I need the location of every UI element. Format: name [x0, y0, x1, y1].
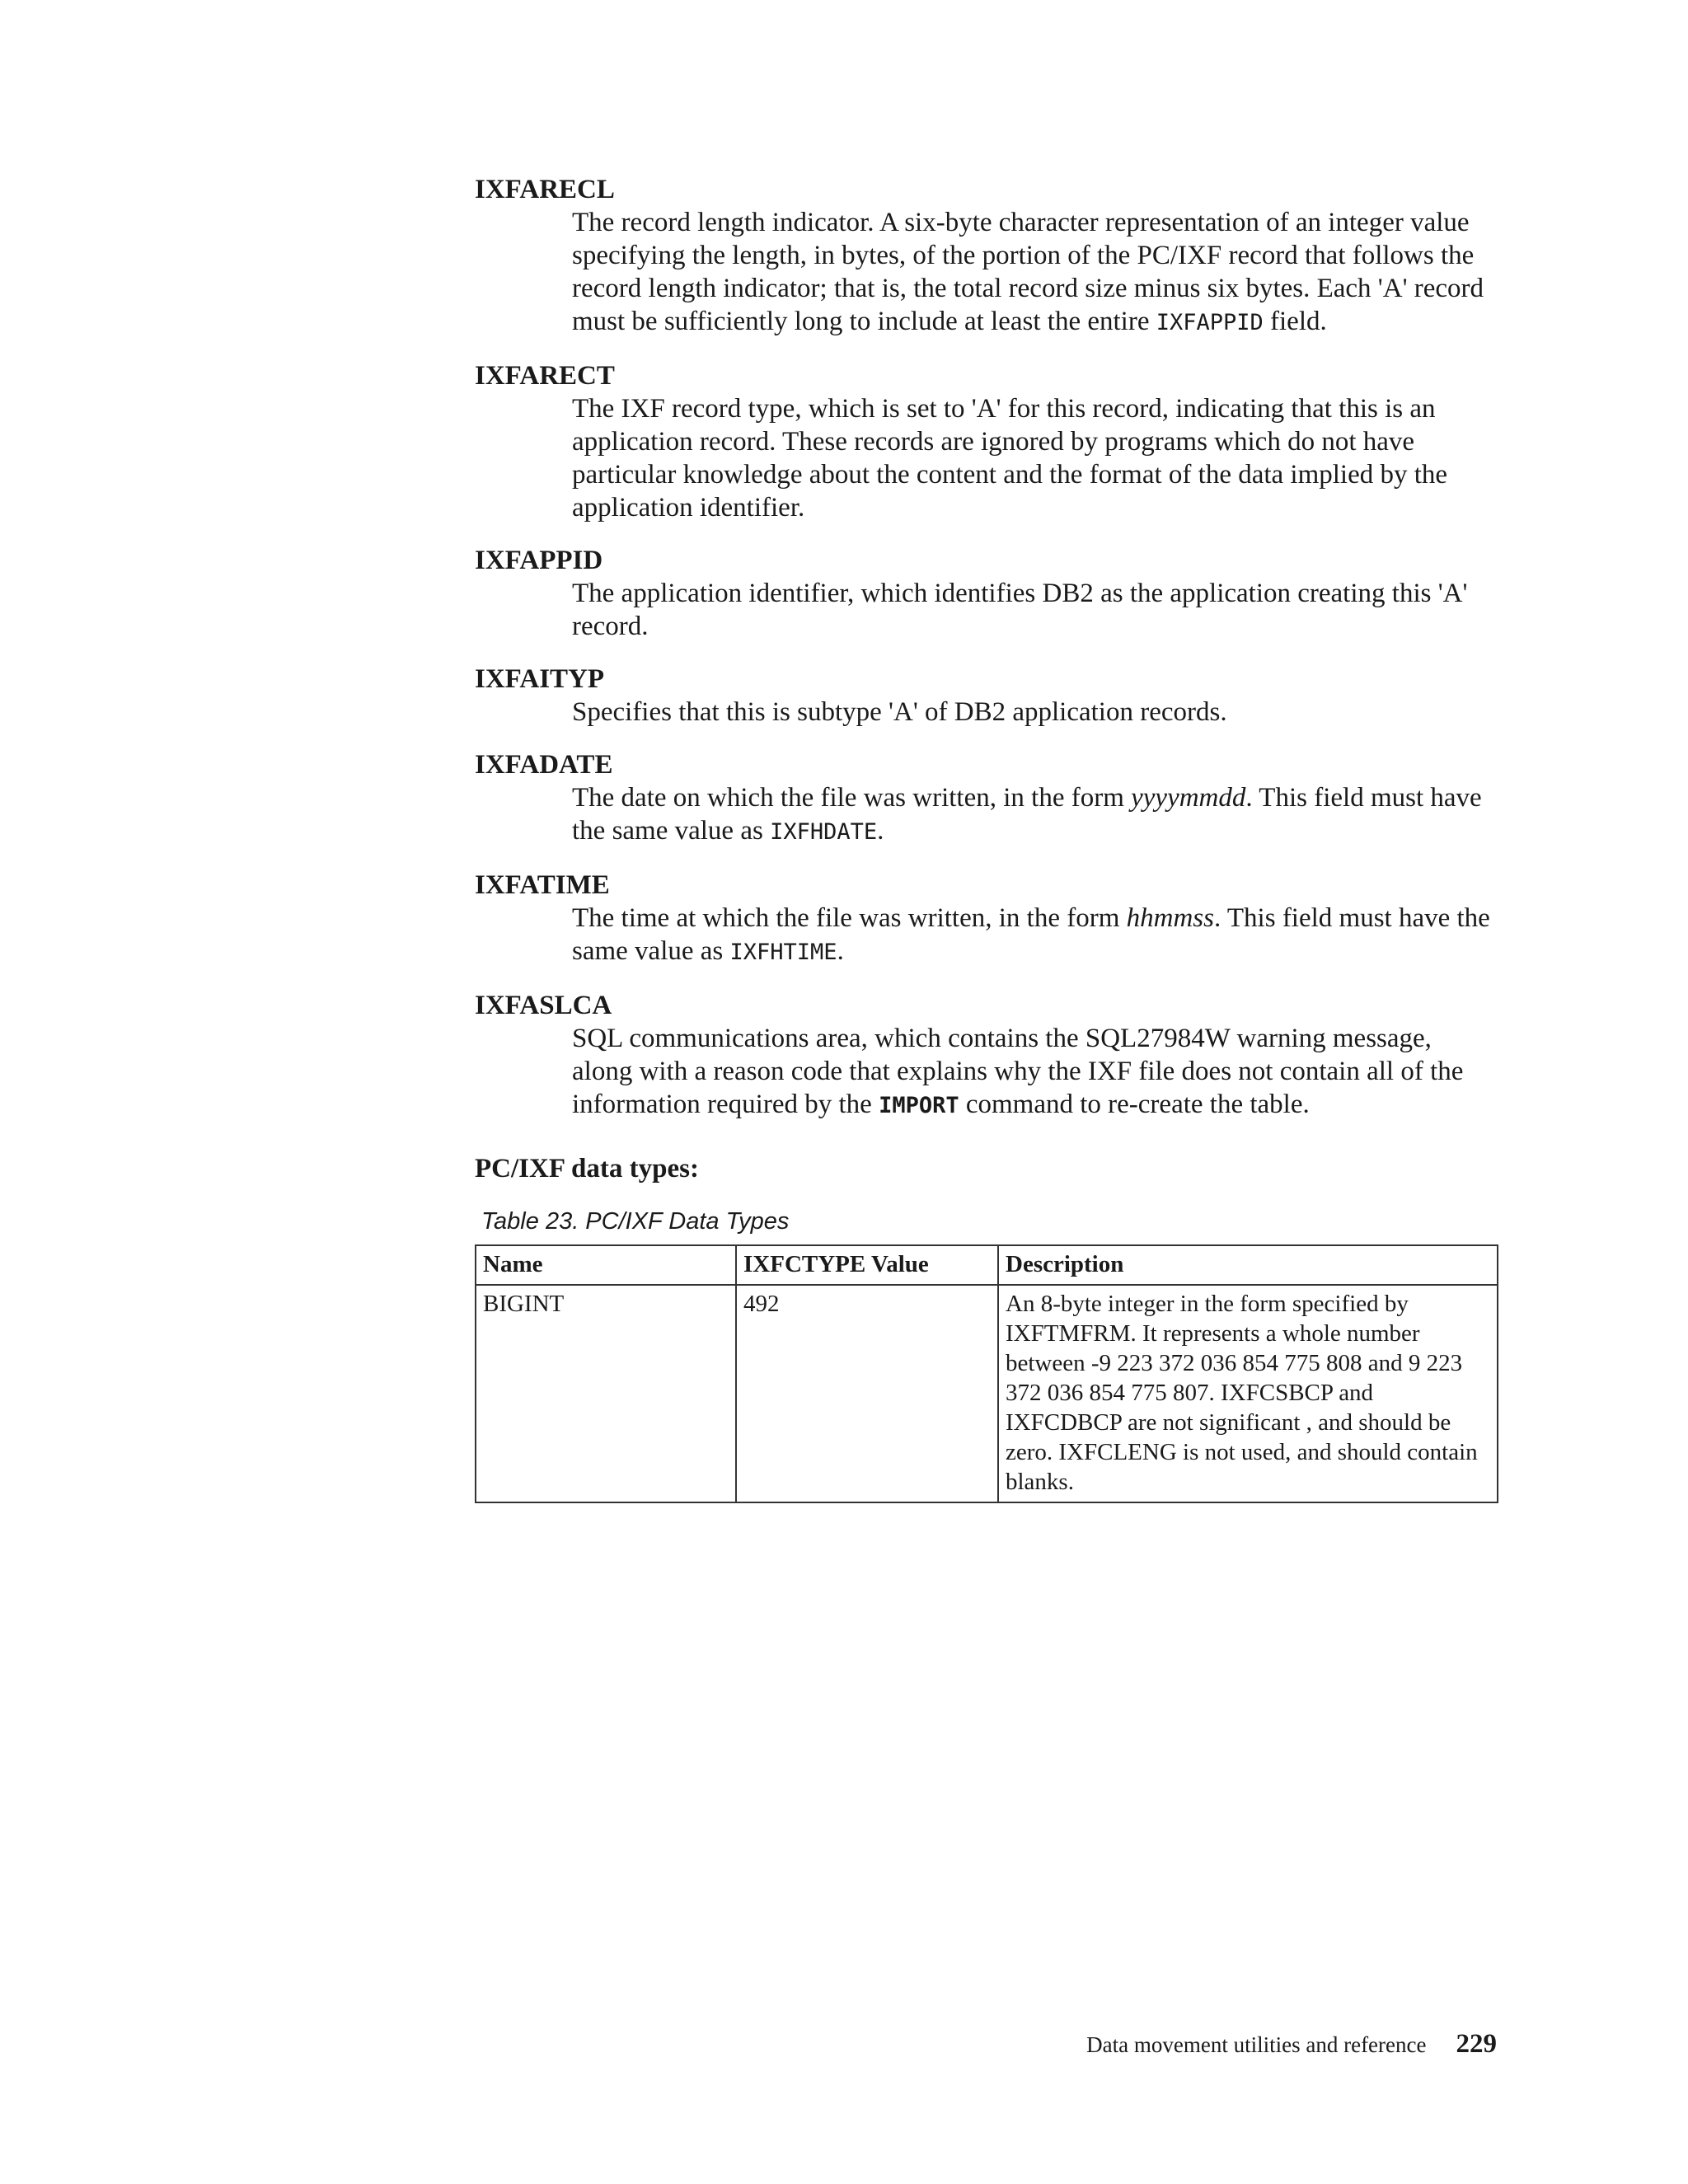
time-format: hhmmss	[1126, 903, 1214, 933]
table-row	[476, 1285, 1498, 1502]
definition-text: command to re-create the table.	[959, 1090, 1310, 1119]
definition-text: . This field must have the same value as	[572, 903, 1490, 966]
definition-ixfadate	[572, 781, 1497, 849]
column-header-description: Description	[998, 1245, 1498, 1285]
code-term: IXFHTIME	[729, 940, 837, 965]
page-content	[475, 173, 1497, 1503]
definition-ixfaslca	[572, 1022, 1497, 1122]
definition-text: field.	[1263, 307, 1327, 336]
term-ixfaslca: IXFASLCA	[475, 991, 612, 1020]
definition-ixfaityp: Specifies that this is subtype 'A' of DB2 application records.	[572, 697, 1227, 727]
definition-ixfarect: The IXF record type, which is set to 'A' for this record, indicating that this is an application record. These records are ignored by programs which do not have particular knowledge about the content and the format of the data implied by the application identifier.	[572, 394, 1448, 523]
cell-description: An 8-byte integer in the form specified by IXFTMFRM. It represents a whole number between -9 223 372 036 854 775 808 and 9 223 372 036 854 775 807. IXFCSBCP and IXFCDBCP are not significant , and should be zero. IXFCLENG is not used, and should contain blanks.	[998, 1285, 1498, 1502]
term-ixfatime: IXFATIME	[475, 870, 610, 900]
definition-text: . This field must have the same value as	[572, 783, 1482, 846]
definition-text: The record length indicator. A six-byte character representation of an integer value specifying the length, in bytes, of the portion of the PC/IXF record that follows the record length indicator; that is, the total record size minus six bytes. Each 'A' record must be sufficiently long to include at least the entire	[572, 208, 1484, 336]
column-header-ixfctype-value: IXFCTYPE Value	[736, 1245, 998, 1285]
definition-text: .	[837, 936, 844, 966]
term-ixfarecl: IXFARECL	[475, 175, 615, 204]
code-term: IXFHDATE	[770, 819, 878, 845]
definition-text: SQL communications area, which contains the SQL27984W warning message, along with a reason code that explains why the IXF file does not contain all of the information required by the	[572, 1024, 1464, 1119]
command-name: IMPORT	[879, 1093, 959, 1118]
definition-text: The time at which the file was written, in the form	[572, 903, 1127, 933]
term-ixfarect: IXFARECT	[475, 361, 615, 391]
term-ixfadate: IXFADATE	[475, 750, 613, 780]
data-types-table	[475, 1244, 1498, 1503]
table-caption: Table 23. PC/IXF Data Types	[481, 1208, 790, 1235]
term-ixfappid: IXFAPPID	[475, 546, 603, 575]
table-header-row	[476, 1245, 1498, 1285]
column-header-name: Name	[476, 1245, 736, 1285]
definition-text: The date on which the file was written, in the form	[572, 783, 1132, 813]
definition-ixfatime	[572, 902, 1497, 969]
definition-list	[475, 173, 1497, 1122]
page-number: 229	[1456, 2029, 1497, 2059]
date-format: yyyymmdd	[1131, 783, 1246, 813]
cell-ixfctype-value: 492	[736, 1285, 998, 1502]
definition-ixfarecl	[572, 206, 1497, 340]
definition-ixfappid: The application identifier, which identifies DB2 as the application creating this 'A' record.	[572, 579, 1468, 641]
definition-text: .	[877, 816, 884, 846]
term-ixfaityp: IXFAITYP	[475, 664, 605, 694]
page-footer	[1086, 2029, 1497, 2060]
code-term: IXFAPPID	[1156, 310, 1264, 335]
footer-section-title: Data movement utilities and reference	[1086, 2032, 1427, 2057]
section-heading: PC/IXF data types:	[475, 1154, 699, 1183]
cell-name: BIGINT	[476, 1285, 736, 1502]
